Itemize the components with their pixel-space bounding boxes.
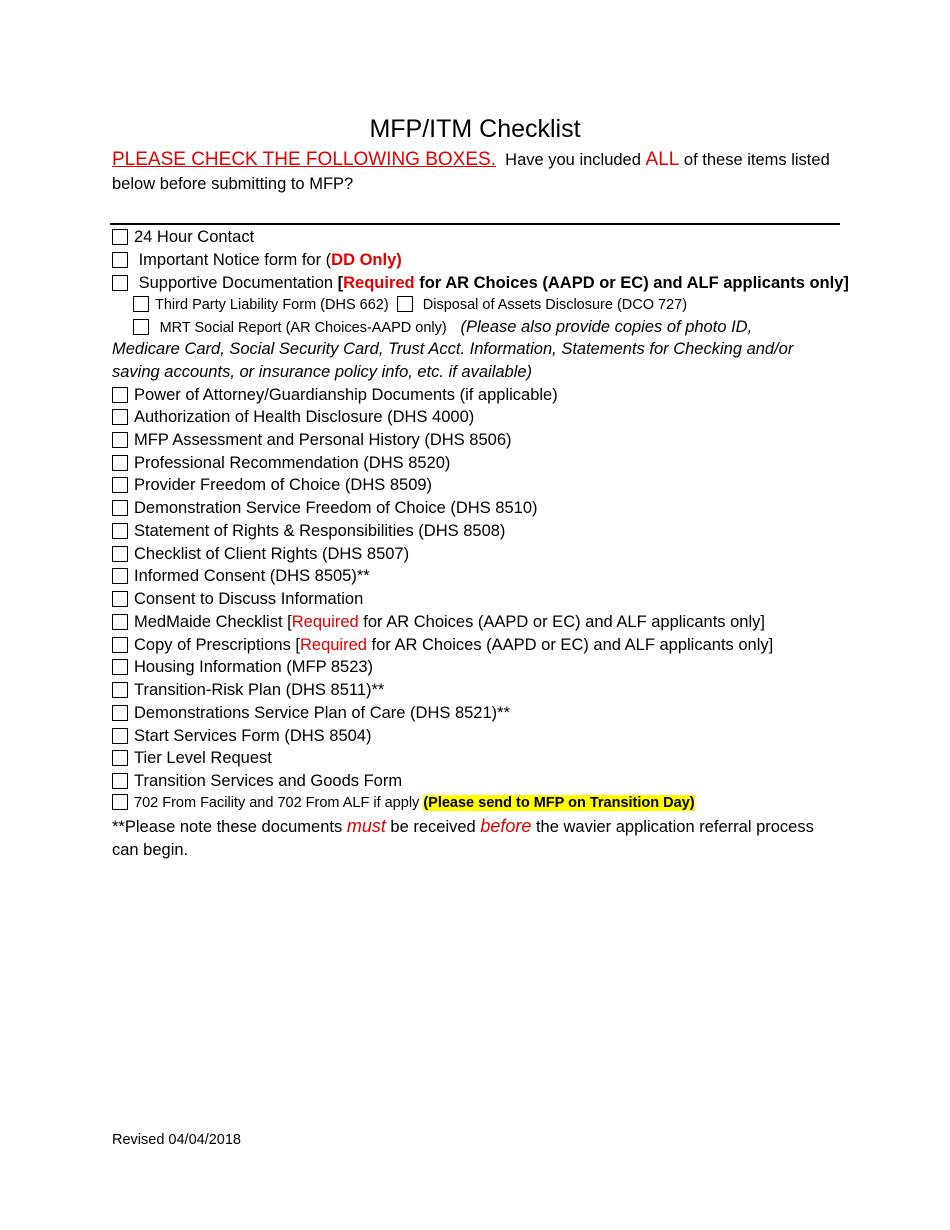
- checkbox[interactable]: [112, 500, 128, 516]
- checklist-item: Start Services Form (DHS 8504): [112, 725, 371, 747]
- transition-day-highlight: (Please send to MFP on Transition Day): [423, 795, 695, 811]
- checklist-item: Informed Consent (DHS 8505)**: [112, 565, 370, 587]
- checkbox[interactable]: [112, 794, 128, 810]
- checklist-item: MRT Social Report (AR Choices-AAPD only) (Please also provide copies of photo ID,: [133, 316, 752, 338]
- checklist-item: Copy of Prescriptions [Required for AR Choices (AAPD or EC) and ALF applicants only]: [112, 634, 773, 656]
- intro-emphasis: ALL: [645, 149, 680, 170]
- checkbox[interactable]: [112, 659, 128, 675]
- checklist-item: Provider Freedom of Choice (DHS 8509): [112, 474, 432, 496]
- mrt-note-line: saving accounts, or insurance policy info, etc. if available): [112, 363, 533, 381]
- checkbox[interactable]: [112, 773, 128, 789]
- checklist-item: Third Party Liability Form (DHS 662) Disposal of Assets Disclosure (DCO 727): [133, 294, 687, 316]
- mrt-note-line: Medicare Card, Social Security Card, Trust Acct. Information, Statements for Checking and/or: [112, 340, 794, 358]
- checkbox[interactable]: [112, 591, 128, 607]
- checklist-item: [112, 226, 254, 248]
- checkbox[interactable]: [133, 319, 149, 335]
- checkbox[interactable]: [112, 546, 128, 562]
- checkbox[interactable]: [112, 477, 128, 493]
- checklist-item: Demonstrations Service Plan of Care (DHS 8521)**: [112, 702, 510, 724]
- checkbox[interactable]: [112, 682, 128, 698]
- checkbox[interactable]: [112, 614, 128, 630]
- checklist-item: Transition-Risk Plan (DHS 8511)**: [112, 679, 384, 701]
- checkbox[interactable]: [112, 750, 128, 766]
- checklist-item: MedMaide Checklist [Required for AR Choices (AAPD or EC) and ALF applicants only]: [112, 611, 765, 633]
- page-title: MFP/ITM Checklist: [369, 115, 581, 143]
- revision-date: Revised 04/04/2018: [112, 1132, 241, 1148]
- checkbox[interactable]: [133, 296, 149, 312]
- checkbox[interactable]: [112, 728, 128, 744]
- checklist-item: Transition Services and Goods Form: [112, 770, 402, 792]
- checkbox[interactable]: [112, 229, 128, 245]
- footnote: **Please note these documents must be received before the wavier application referral process can begin.: [112, 816, 814, 859]
- checklist-item: Statement of Rights & Responsibilities (DHS 8508): [112, 520, 505, 542]
- intro-text-before: Have you included: [505, 151, 641, 169]
- checkbox[interactable]: [112, 637, 128, 653]
- checklist-item: Professional Recommendation (DHS 8520): [112, 452, 450, 474]
- checklist-item: Power of Attorney/Guardianship Documents (if applicable): [112, 384, 558, 406]
- intro-paragraph: [112, 148, 832, 196]
- divider: [110, 223, 840, 225]
- intro-prompt: PLEASE CHECK THE FOLLOWING BOXES.: [112, 149, 496, 170]
- checkbox[interactable]: [112, 275, 128, 291]
- checkbox[interactable]: [112, 387, 128, 403]
- checkbox[interactable]: [112, 523, 128, 539]
- checklist-item: Consent to Discuss Information: [112, 588, 363, 610]
- checkbox[interactable]: [112, 705, 128, 721]
- intro-text-after: of these items listed below before submitting to MFP?: [112, 151, 830, 193]
- checkbox[interactable]: [112, 252, 128, 268]
- checklist-item: 702 From Facility and 702 From ALF if apply (Please send to MFP on Transition Day): [112, 792, 695, 814]
- item-label: 24 Hour Contact: [134, 228, 255, 246]
- checklist-item: Important Notice form for (DD Only): [112, 249, 402, 271]
- checkbox[interactable]: [397, 296, 413, 312]
- checklist-item: Authorization of Health Disclosure (DHS 4000): [112, 406, 474, 428]
- checkbox[interactable]: [112, 568, 128, 584]
- checkbox[interactable]: [112, 409, 128, 425]
- checklist-item: Tier Level Request: [112, 747, 272, 769]
- checklist-item: Supportive Documentation [Required for AR Choices (AAPD or EC) and ALF applicants only]: [112, 272, 849, 294]
- checklist-item: Housing Information (MFP 8523): [112, 656, 373, 678]
- checkbox[interactable]: [112, 432, 128, 448]
- checklist-item: Checklist of Client Rights (DHS 8507): [112, 543, 409, 565]
- checkbox[interactable]: [112, 455, 128, 471]
- checklist-item: Demonstration Service Freedom of Choice (DHS 8510): [112, 497, 538, 519]
- checklist-item: MFP Assessment and Personal History (DHS 8506): [112, 429, 512, 451]
